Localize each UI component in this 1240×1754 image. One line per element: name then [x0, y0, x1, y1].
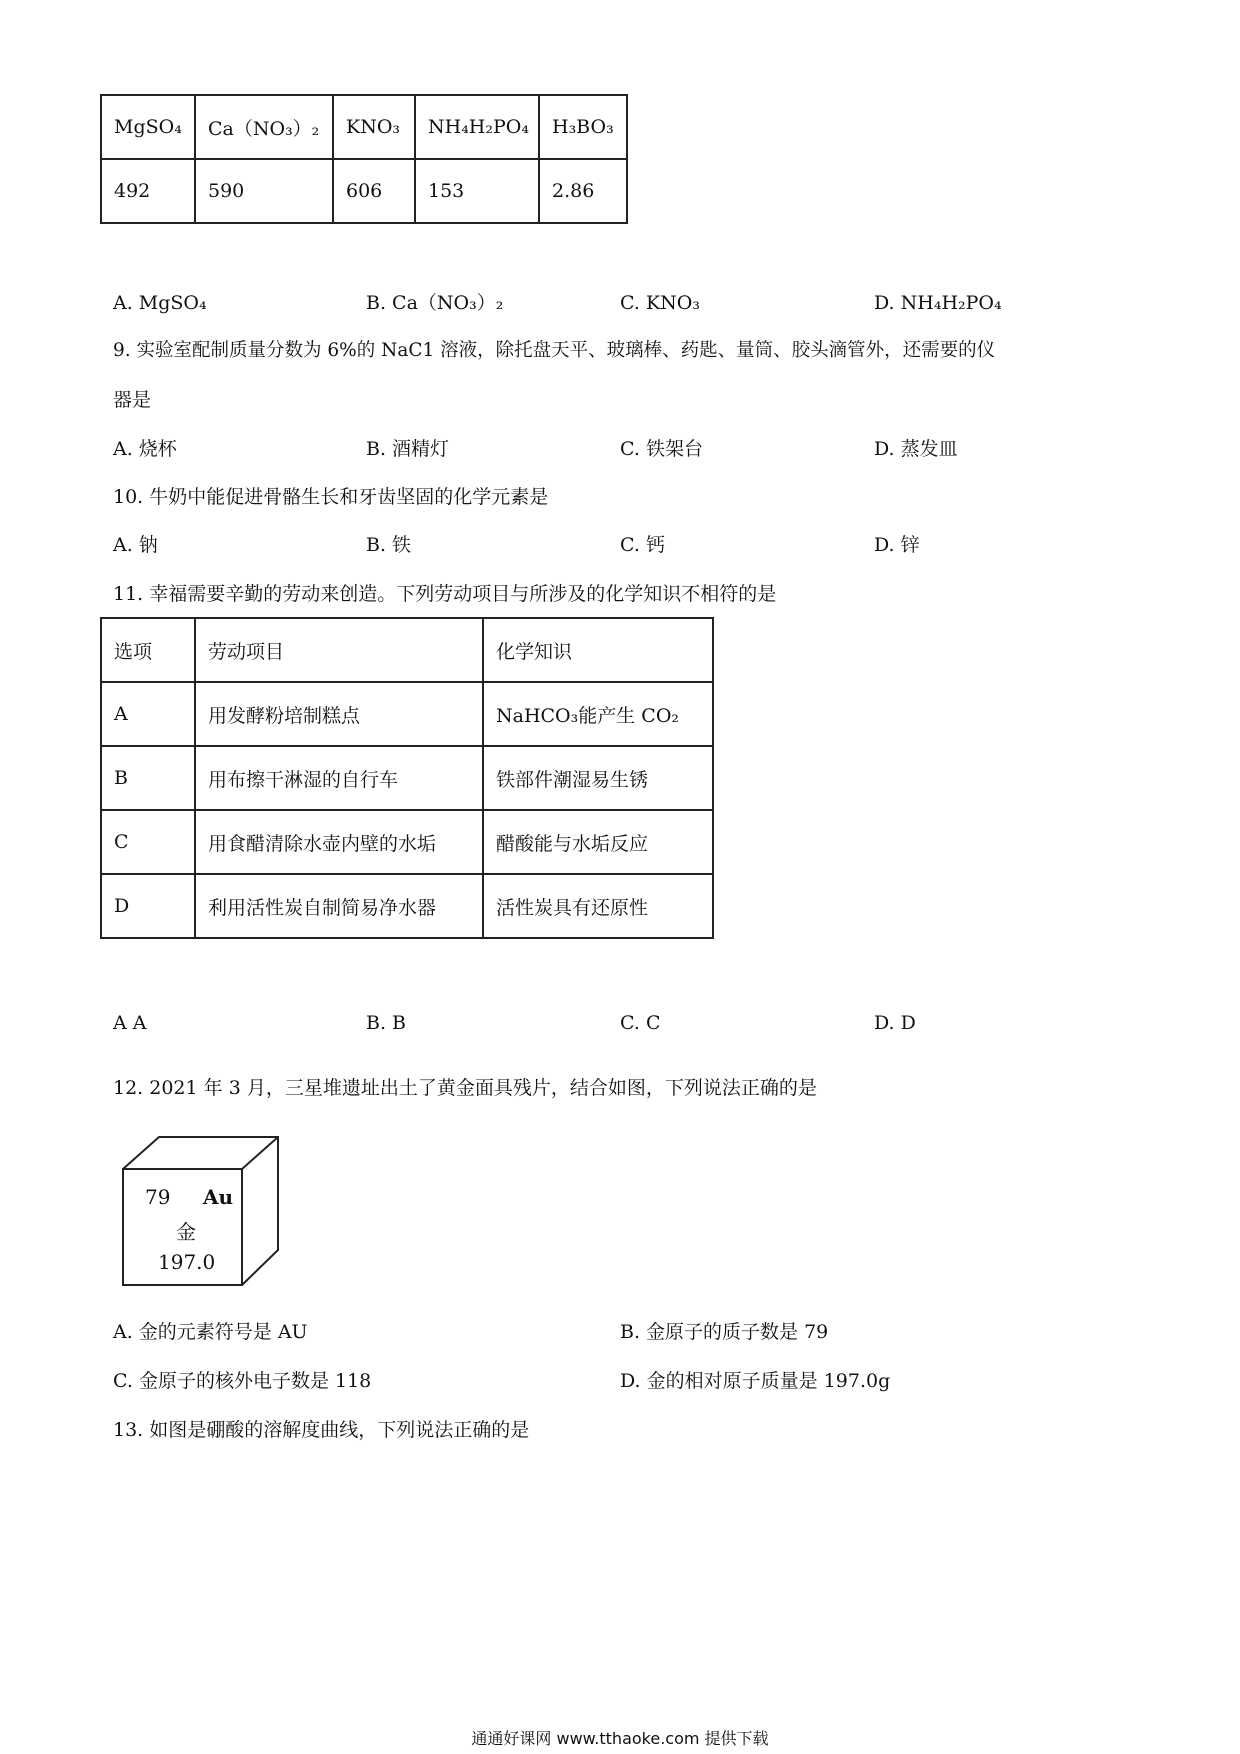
table-cell: 活性炭具有还原性 [483, 874, 713, 938]
footer-download-note: 通通好课网 www.tthaoke.com 提供下载 [471, 1729, 769, 1748]
table-row [101, 746, 713, 810]
q9-text-line2: 器是 [113, 389, 152, 411]
table-cell: 590 [195, 159, 333, 223]
q8-option-d: D. NH₄H₂PO₄ [874, 292, 1002, 314]
q10-text: 10. 牛奶中能促进骨骼生长和牙齿坚固的化学元素是 [113, 486, 549, 508]
atomic-number: 79 [145, 1185, 171, 1209]
table-row [101, 618, 713, 682]
table-header: 劳动项目 [195, 618, 483, 682]
q9-option-c: C. 铁架台 [620, 438, 703, 460]
table-cell: 利用活性炭自制简易净水器 [195, 874, 483, 938]
q11-option-c: C. C [620, 1012, 661, 1034]
q8-option-c: C. KNO₃ [620, 292, 700, 314]
table-cell: A [101, 682, 195, 746]
element-name: 金 [176, 1220, 196, 1244]
atomic-mass: 197.0 [158, 1250, 216, 1274]
table-cell: 用食醋清除水壶内壁的水垢 [195, 810, 483, 874]
q10-option-d: D. 锌 [874, 534, 920, 556]
table-row [101, 95, 627, 159]
table-cell: 铁部件潮湿易生锈 [483, 746, 713, 810]
q10-option-b: B. 铁 [366, 534, 412, 556]
table-cell: C [101, 810, 195, 874]
table-cell: H₃BO₃ [539, 95, 627, 159]
q12-text: 12. 2021 年 3 月，三星堆遗址出土了黄金面具残片，结合如图，下列说法正确的是 [113, 1077, 817, 1099]
table-cell: 用发酵粉培制糕点 [195, 682, 483, 746]
q9-text-line1: 9. 实验室配制质量分数为 6%的 NaC1 溶液，除托盘天平、玻璃棒、药匙、量筒、胶头滴管外，还需要的仪 [113, 340, 996, 361]
table-row [101, 682, 713, 746]
q10-option-a: A. 钠 [113, 534, 158, 556]
q11-option-b: B. B [366, 1012, 407, 1034]
table-cell: D [101, 874, 195, 938]
table-cell: B [101, 746, 195, 810]
table-header: 化学知识 [483, 618, 713, 682]
q13-text: 13. 如图是硼酸的溶解度曲线，下列说法正确的是 [113, 1419, 530, 1441]
table-row [101, 874, 713, 938]
table-cell: 153 [415, 159, 539, 223]
q11-text: 11. 幸福需要辛勤的劳动来创造。下列劳动项目与所涉及的化学知识不相符的是 [113, 583, 777, 605]
q8-option-b: B. Ca（NO₃）₂ [366, 292, 504, 314]
q12-option-a: A. 金的元素符号是 AU [113, 1321, 308, 1343]
q9-option-b: B. 酒精灯 [366, 438, 450, 460]
q12-option-b: B. 金原子的质子数是 79 [620, 1321, 829, 1343]
table-cell: NaHCO₃能产生 CO₂ [483, 682, 713, 746]
q9-option-a: A. 烧杯 [113, 438, 177, 460]
table-row [101, 810, 713, 874]
q11-option-d: D. D [874, 1012, 916, 1034]
table-row [101, 159, 627, 223]
table-cell: KNO₃ [333, 95, 415, 159]
q12-option-d: D. 金的相对原子质量是 197.0g [620, 1370, 891, 1392]
q10-option-c: C. 钙 [620, 534, 665, 556]
q8-table [100, 94, 628, 224]
table-cell: MgSO₄ [101, 95, 195, 159]
table-cell: Ca（NO₃）₂ [195, 95, 333, 159]
table-header: 选项 [101, 618, 195, 682]
element-symbol: Au [203, 1185, 234, 1209]
table-cell: 2.86 [539, 159, 627, 223]
table-cell: NH₄H₂PO₄ [415, 95, 539, 159]
q12-option-c: C. 金原子的核外电子数是 118 [113, 1370, 372, 1392]
table-cell: 醋酸能与水垢反应 [483, 810, 713, 874]
q11-table [100, 617, 714, 939]
q8-option-a: A. MgSO₄ [113, 292, 207, 314]
table-cell: 492 [101, 159, 195, 223]
table-cell: 用布擦干淋湿的自行车 [195, 746, 483, 810]
table-cell: 606 [333, 159, 415, 223]
q9-option-d: D. 蒸发皿 [874, 438, 958, 460]
q11-option-a: A A [113, 1012, 147, 1034]
